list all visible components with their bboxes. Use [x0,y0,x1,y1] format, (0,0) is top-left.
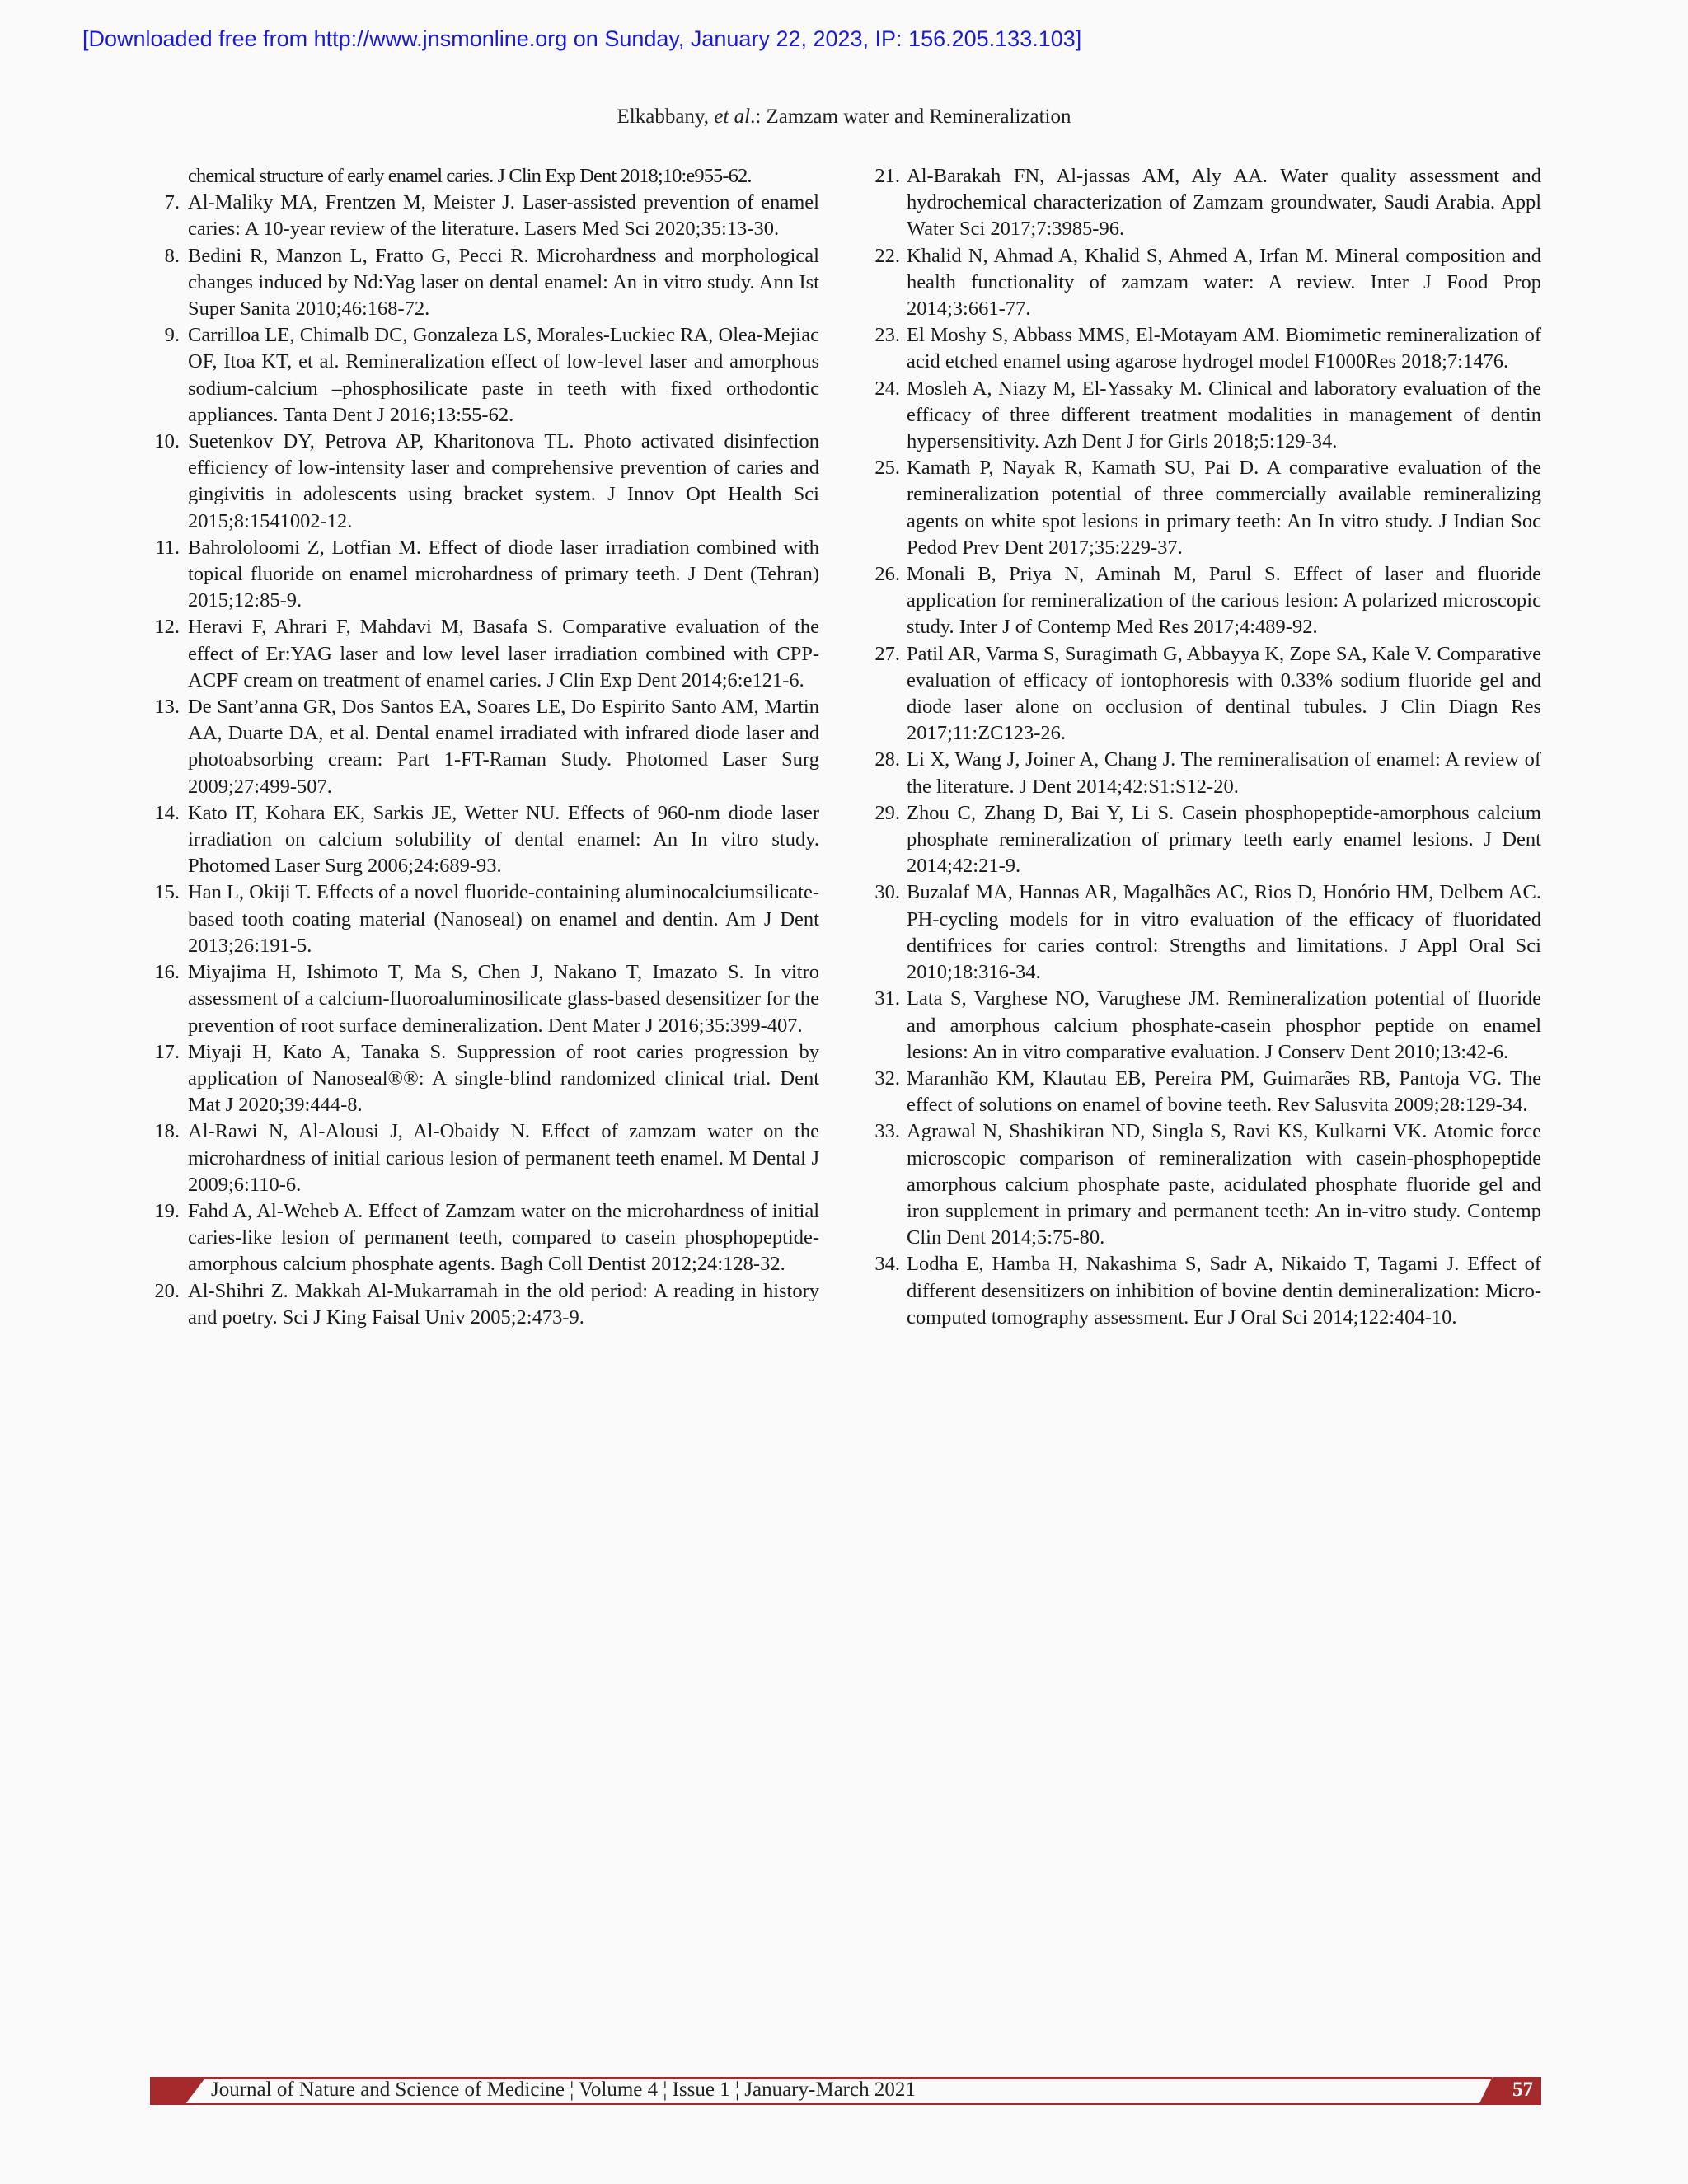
reference-text: Al-Barakah FN, Al-jassas AM, Aly AA. Water quality assessment and hydrochemical characterization of Zamzam groundwater, Saudi Arabia. Appl Water Sci 2017;7:3985-96. [907,165,1541,241]
reference-item [869,1066,1541,1118]
reference-text: Al-Shihri Z. Makkah Al-Mukarramah in the old period: A reading in history and poetry. Sci J King Faisal Univ 2005;2:473-9. [188,1279,819,1329]
reference-text: De Sant’anna GR, Dos Santos EA, Soares LE, Do Espirito Santo AM, Martin AA, Duarte DA, et al. Dental enamel irradiated with infrared diode laser and photoabsorbing cream: Part 1-FT-Raman Study. Photomed Laser Surg 2009;27:499-507. [188,696,819,798]
reference-text: Han L, Okiji T. Effects of a novel fluoride-containing aluminocalciumsilicate-based tooth coating material (Nanoseal) on enamel and dentin. Am J Dent 2013;26:191-5. [188,881,819,957]
reference-item [869,800,1541,880]
reference-item [869,1251,1541,1331]
reference-text: Bedini R, Manzon L, Fratto G, Pecci R. Microhardness and morphological changes induced by Nd:Yag laser on dental enamel: An in vitro study. Ann Ist Super Sanita 2010;46:168-72. [188,244,819,321]
reference-text: Miyajima H, Ishimoto T, Ma S, Chen J, Nakano T, Imazato S. In vitro assessment of a calcium-fluoroaluminosilicate glass-based desensitizer for the prevention of root surface demineralization. Dent Mater J 2016;35:399-407. [188,961,819,1037]
reference-item [869,322,1541,375]
reference-text: Agrawal N, Shashikiran ND, Singla S, Ravi KS, Kulkarni VK. Atomic force microscopic comparison of remineralization with casein-phosphopeptide amorphous calcium phosphate paste, acidulated phosphate fluoride gel and iron supplement in primary and permanent teeth: An in-vitro study. Contemp Clin Dent 2014;5:75-80. [907,1120,1541,1249]
references-right-column [869,163,1541,1331]
reference-number: 31. [874,987,900,1010]
running-head-title: .: Zamzam water and Remineralization [750,105,1071,128]
reference-item [869,455,1541,561]
reference-number: 34. [874,1253,900,1276]
page-footer [150,2077,1541,2105]
reference-number: 7. [164,191,180,214]
references-left-column [150,163,819,1331]
reference-text: Li X, Wang J, Joiner A, Chang J. The remineralisation of enamel: A review of the literature. J Dent 2014;42:S1:S12-20. [907,748,1541,798]
reference-text: El Moshy S, Abbass MMS, El-Motayam AM. Biomimetic remineralization of acid etched enamel using agarose hydrogel model F1000Res 2018;7:1476. [907,324,1541,373]
reference-number: 18. [154,1120,180,1143]
reference-item [869,1118,1541,1251]
reference-list-left [150,190,819,1331]
running-head-authors: Elkabbany, [617,105,715,128]
reference-text: Lodha E, Hamba H, Nakashima S, Sadr A, Nikaido T, Tagami J. Effect of different desensitizers on inhibition of bovine dentin demineralization: Micro-computed tomography assessment. Eur J Oral Sci 2014;122:404-10. [907,1253,1541,1329]
reference-item [150,800,819,880]
reference-item [869,641,1541,748]
reference-item [150,879,819,959]
reference-number: 15. [154,881,180,904]
reference-item [150,1039,819,1119]
reference-item [869,747,1541,799]
reference-number: 24. [874,377,900,400]
reference-text: Heravi F, Ahrari F, Mahdavi M, Basafa S. Comparative evaluation of the effect of Er:YAG laser and low level laser irradiation combined with CPP-ACPF cream on treatment of enamel caries. J Clin Exp Dent 2014;6:e121-6. [188,616,819,691]
reference-item [150,190,819,242]
reference-number: 30. [874,881,900,904]
reference-number: 22. [874,244,900,267]
reference-text: Monali B, Priya N, Aminah M, Parul S. Effect of laser and fluoride application for remineralization of the carious lesion: A polarized microscopic study. Inter J of Contemp Med Res 2017;4:489-92. [907,563,1541,639]
reference-text: Kamath P, Nayak R, Kamath SU, Pai D. A comparative evaluation of the remineralization potential of three commercially available remineralizing agents on white spot lesions in primary teeth: An In vitro study. J Indian Soc Pedod Prev Dent 2017;35:229-37. [907,457,1541,559]
reference-item [869,879,1541,986]
reference-number: 17. [154,1040,180,1063]
reference-number: 16. [154,961,180,984]
reference-number: 11. [155,536,180,559]
reference-text: Mosleh A, Niazy M, El-Yassaky M. Clinical and laboratory evaluation of the efficacy of three different treatment modalities in management of dentin hypersensitivity. Azh Dent J for Girls 2018;5:129-34. [907,377,1541,453]
reference-number: 32. [874,1066,900,1090]
reference-text: Carrilloa LE, Chimalb DC, Gonzaleza LS, Morales-Luckiec RA, Olea-Mejiac OF, Itoa KT, et al. Remineralization effect of low-level laser and amorphous sodium-calcium –phosphosilicate paste in teeth with fixed orthodontic appliances. Tanta Dent J 2016;13:55-62. [188,324,819,426]
reference-number: 28. [874,748,900,771]
reference-text: Fahd A, Al-Weheb A. Effect of Zamzam water on the microhardness of initial caries-like lesion of permanent teeth, compared to casein phosphopeptide-amorphous calcium phosphate agents. Bagh Coll Dentist 2012;24:128-32. [188,1199,819,1276]
reference-text: Buzalaf MA, Hannas AR, Magalhães AC, Rios D, Honório HM, Delbem AC. PH-cycling models for in vitro evaluation of the efficacy of fluoridated dentifrices for caries control: Strengths and limitations. J Appl Oral Sci 2010;18:316-34. [907,881,1541,984]
reference-text: Miyaji H, Kato A, Tanaka S. Suppression of root caries progression by application of Nanoseal®®: A single-blind randomized clinical trial. Dent Mat J 2020;39:444-8. [188,1040,819,1117]
reference-text: Al-Rawi N, Al-Alousi J, Al-Obaidy N. Effect of zamzam water on the microhardness of initial carious lesion of permanent teeth enamel. M Dental J 2009;6:110-6. [188,1120,819,1196]
reference-number: 9. [164,324,180,347]
reference-number: 20. [154,1279,180,1302]
reference-text: Kato IT, Kohara EK, Sarkis JE, Wetter NU. Effects of 960-nm diode laser irradiation on calcium solubility of dental enamel: An In vitro study. Photomed Laser Surg 2006;24:689-93. [188,801,819,878]
reference-item [869,376,1541,456]
reference-item [150,694,819,800]
footer-bottom-rule [171,2103,1492,2105]
reference-item [150,1118,819,1198]
reference-item [869,561,1541,641]
reference-list-right [869,163,1541,1331]
page-number: 57 [1512,2079,1533,2101]
reference-number: 8. [164,244,180,267]
reference-number: 13. [154,696,180,719]
download-banner[interactable]: [Downloaded free from http://www.jnsmonline.org on Sunday, January 22, 2023, IP: 156.205.133.103] [82,26,1082,51]
reference-item [150,614,819,694]
footer-journal-line: Journal of Nature and Science of Medicine ¦ Volume 4 ¦ Issue 1 ¦ January-March 2021 [211,2079,916,2101]
reference-item [150,535,819,615]
reference-text: Suetenkov DY, Petrova AP, Kharitonova TL. Photo activated disinfection efficiency of low-intensity laser and comprehensive prevention of caries and gingivitis in adolescents using bracket system. J Innov Opt Health Sci 2015;8:1541002-12. [188,430,819,532]
reference-number: 12. [154,616,180,639]
reference-item [869,986,1541,1066]
reference-text: chemical structure of early enamel caries. J Clin Exp Dent 2018;10:e955-62. [188,165,752,187]
running-head-etal: et al [714,105,751,128]
reference-text: Lata S, Varghese NO, Varughese JM. Remineralization potential of fluoride and amorphous calcium phosphate-casein phosphor peptide on enamel lesions: An in vitro comparative evaluation. J Conserv Dent 2010;13:42-6. [907,987,1541,1063]
reference-text: Zhou C, Zhang D, Bai Y, Li S. Casein phosphopeptide-amorphous calcium phosphate remineralization of primary teeth early enamel lesions. J Dent 2014;42:21-9. [907,801,1541,878]
reference-text: Maranhão KM, Klautau EB, Pereira PM, Guimarães RB, Pantoja VG. The effect of solutions on enamel of bovine teeth. Rev Salusvita 2009;28:129-34. [907,1066,1541,1117]
reference-number: 23. [874,324,900,347]
running-head [0,105,1688,129]
reference-item [150,959,819,1039]
reference-number: 14. [154,801,180,824]
reference-number: 10. [154,430,180,453]
reference-number: 33. [874,1120,900,1143]
reference-item [150,243,819,323]
footer-accent-tab [150,2077,206,2105]
reference-text: Patil AR, Varma S, Suragimath G, Abbayya K, Zope SA, Kale V. Comparative evaluation of efficacy of iontophoresis with 0.33% sodium fluoride gel and diode laser alone on occlusion of dentinal tubules. J Clin Diagn Res 2017;11:ZC123-26. [907,642,1541,745]
reference-number: 29. [874,801,900,824]
reference-item [869,243,1541,323]
reference-number: 19. [154,1199,180,1222]
reference-item [150,1278,819,1331]
reference-text: Bahrololoomi Z, Lotfian M. Effect of diode laser irradiation combined with topical fluoride on enamel microhardness of primary teeth. J Dent (Tehran) 2015;12:85-9. [188,536,819,612]
reference-item [150,322,819,429]
reference-number: 26. [874,563,900,586]
reference-item [150,429,819,535]
reference-text: Khalid N, Ahmad A, Khalid S, Ahmed A, Irfan M. Mineral composition and health functionality of zamzam water: A review. Inter J Food Prop 2014;3:661-77. [907,244,1541,321]
reference-continuation [150,163,819,190]
reference-item [150,1198,819,1278]
reference-number: 27. [874,642,900,665]
reference-number: 25. [874,457,900,480]
reference-text: Al-Maliky MA, Frentzen M, Meister J. Laser-assisted prevention of enamel caries: A 10-year review of the literature. Lasers Med Sci 2020;35:13-30. [188,191,819,241]
reference-number: 21. [874,165,900,187]
reference-item [869,163,1541,243]
